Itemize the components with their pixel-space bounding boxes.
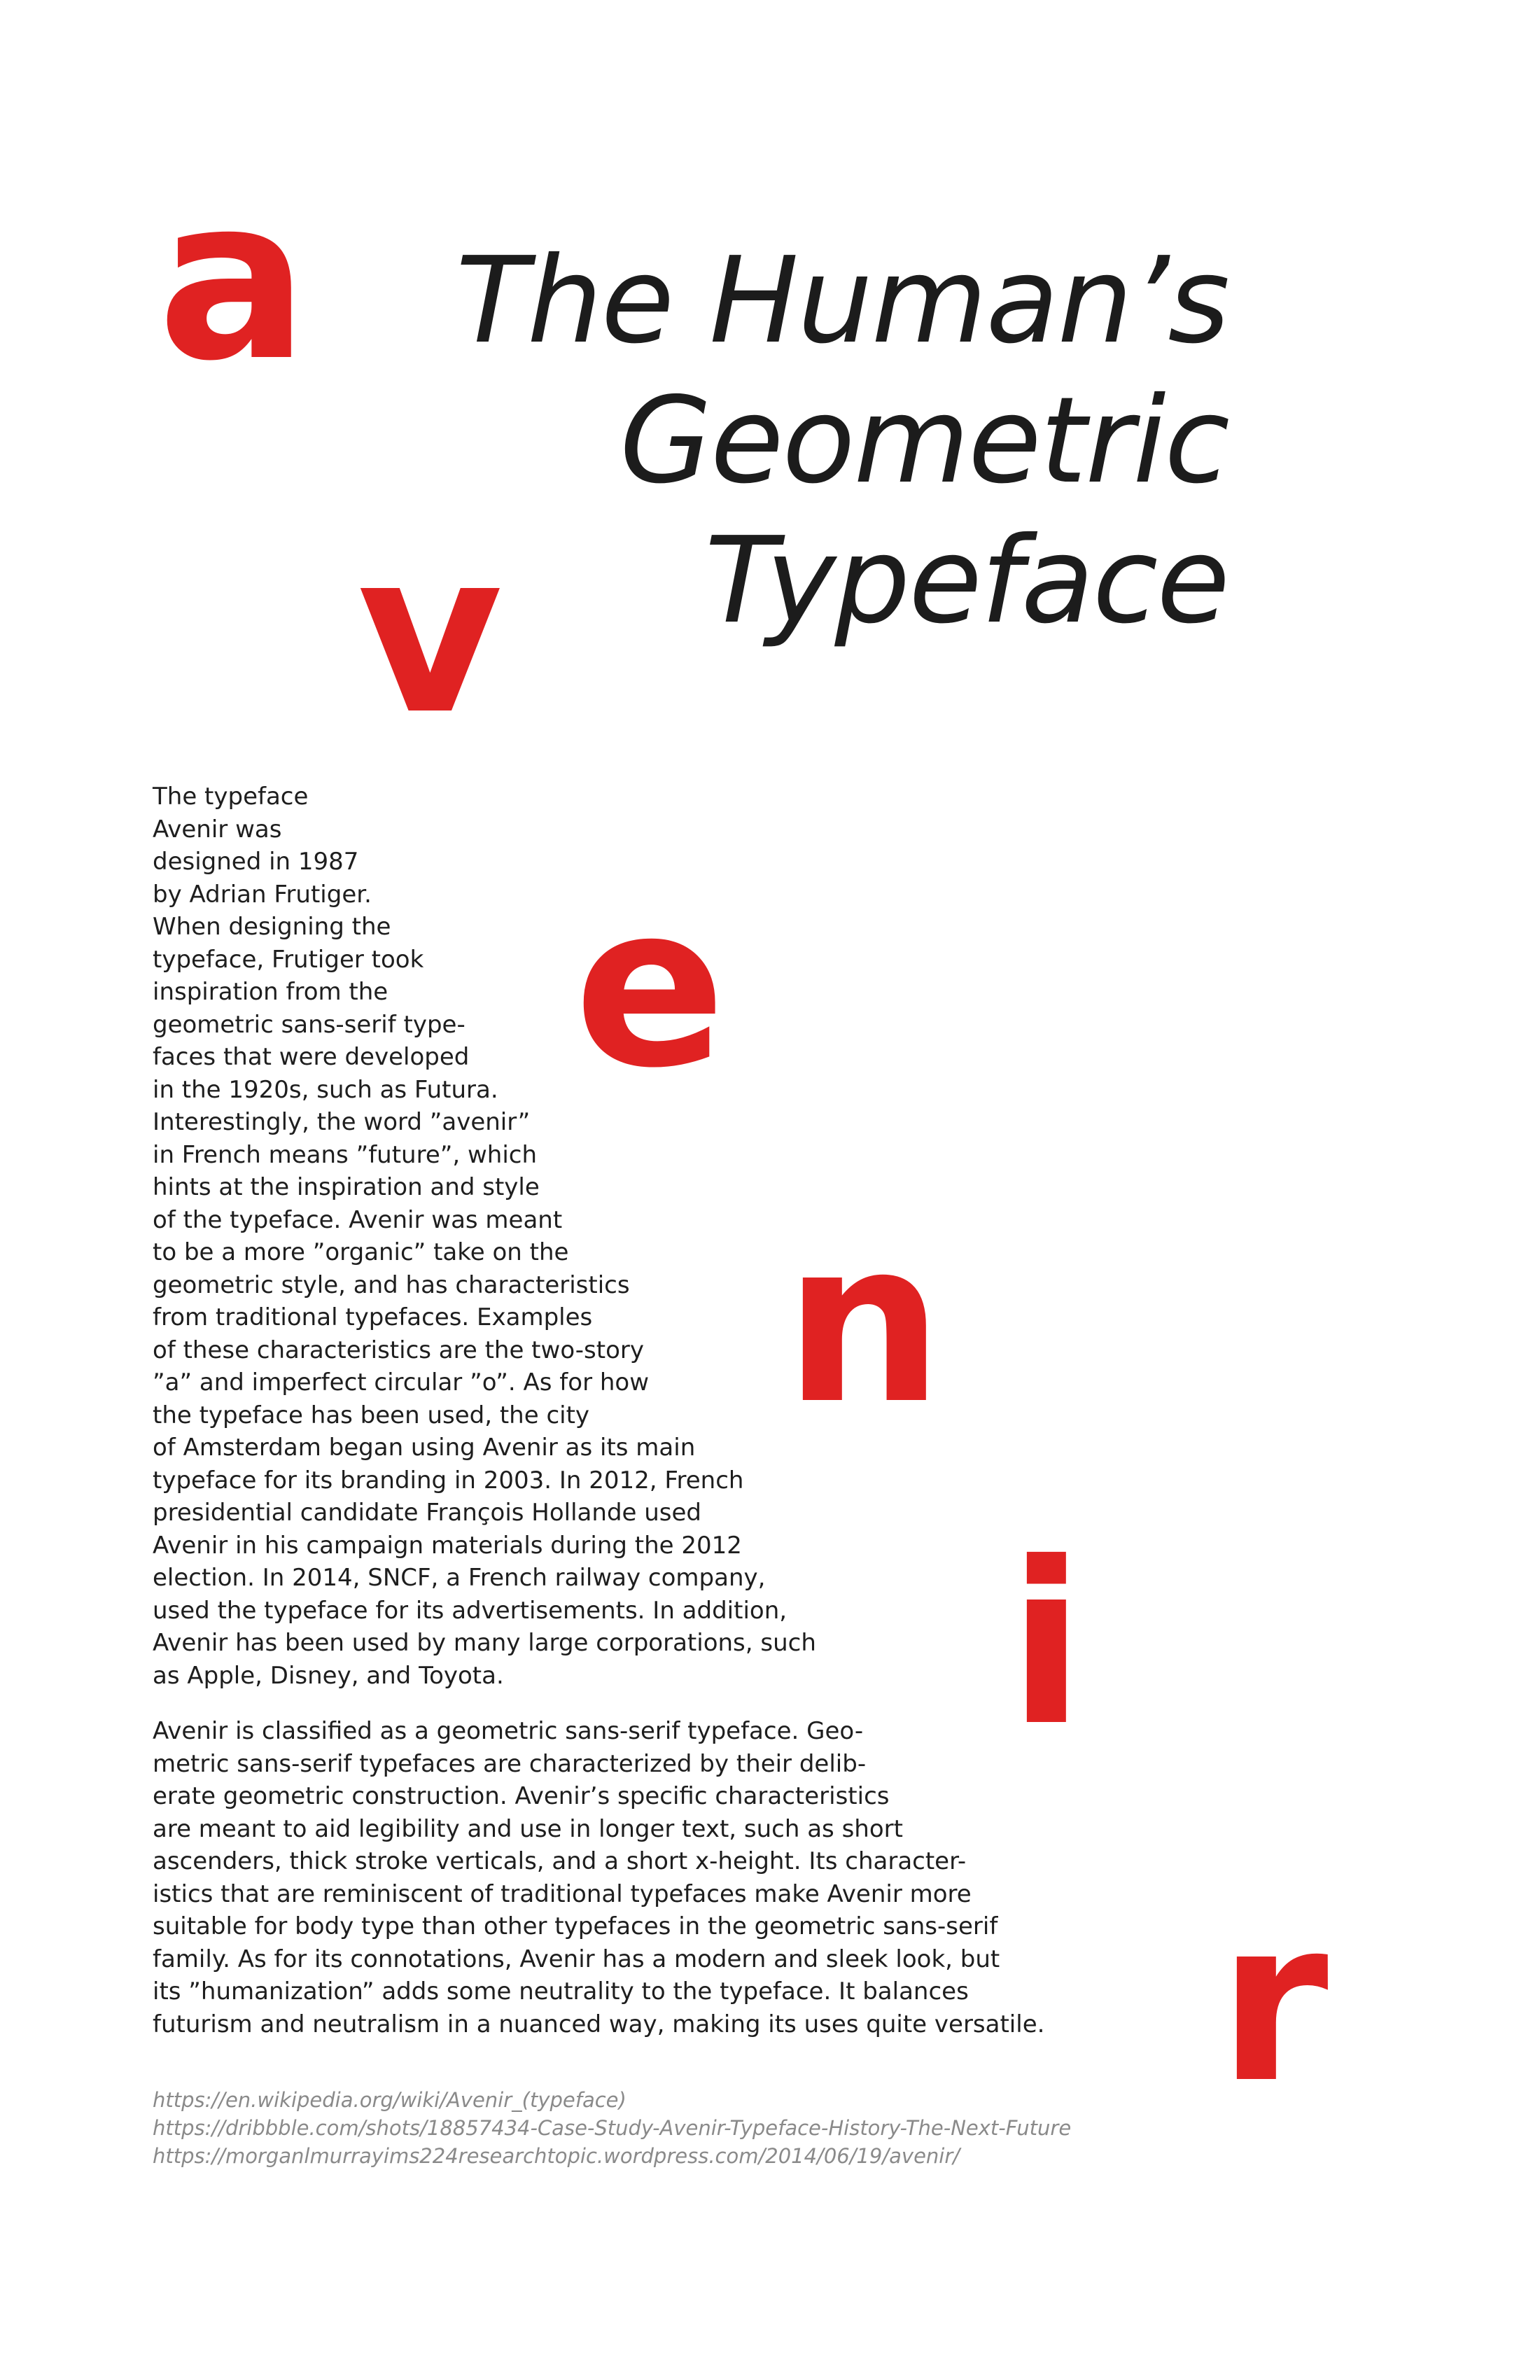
body-line: of Amsterdam began using Avenir as its main	[153, 1434, 696, 1462]
body-line: designed in 1987	[153, 848, 359, 876]
body-line: presidential candidate François Hollande used	[153, 1499, 702, 1527]
title-line: The Human’s	[456, 232, 1228, 370]
decorative-letter-r: r	[1218, 1872, 1329, 2132]
body-line: istics that are reminiscent of traditional typefaces make Avenir more	[153, 1879, 972, 1908]
body-line: Avenir in his campaign materials during the 2012	[153, 1531, 742, 1560]
body-line: as Apple, Disney, and Toyota.	[153, 1661, 504, 1690]
body-line: in the 1920s, such as Futura.	[153, 1075, 498, 1104]
decorative-letter-v: v	[357, 503, 503, 764]
body-line: Avenir is classified as a geometric sans-serif typeface. Geo-	[153, 1717, 864, 1745]
source-link[interactable]: https://dribbble.com/shots/18857434-Case-Study-Avenir-Typeface-History-The-Next-Future	[153, 2116, 1072, 2140]
body-line: by Adrian Frutiger.	[153, 880, 372, 909]
body-line: futurism and neutralism in a nuanced way, making its uses quite versatile.	[153, 2010, 1045, 2038]
history-paragraph	[153, 780, 816, 1692]
body-line: in French means ”future”, which	[153, 1140, 538, 1169]
decorative-letter-i: i	[1008, 1515, 1085, 1775]
body-line: When designing the	[153, 913, 391, 941]
body-line: of these characteristics are the two-story	[153, 1336, 644, 1364]
body-line: inspiration from the	[153, 978, 388, 1006]
title-line: Typeface	[704, 512, 1228, 650]
body-line: Interestingly, the word ”avenir”	[153, 1108, 531, 1136]
body-line: hints at the inspiration and style	[153, 1173, 540, 1201]
body-line: erate geometric construction. Avenir’s specific characteristics	[153, 1782, 890, 1810]
body-line: metric sans-serif typefaces are characterized by their delib-	[153, 1749, 867, 1778]
decorative-letter-a: a	[158, 150, 309, 410]
source-link[interactable]: https://en.wikipedia.org/wiki/Avenir_(typeface)	[153, 2088, 626, 2112]
body-line: suitable for body type than other typefaces in the geometric sans-serif	[153, 1912, 998, 1940]
body-line: to be a more ”organic” take on the	[153, 1238, 569, 1266]
body-line: typeface, Frutiger took	[153, 945, 424, 974]
body-line: Avenir was	[153, 815, 282, 844]
body-line: The typeface	[153, 783, 309, 811]
body-line: family. As for its connotations, Avenir has a modern and sleek look, but	[153, 1945, 1000, 1973]
source-links	[153, 2086, 1071, 2170]
body-line: from traditional typefaces. Examples	[153, 1303, 593, 1331]
body-line: its ”humanization” adds some neutrality to the typeface. It balances	[153, 1977, 969, 2005]
body-line: Avenir has been used by many large corporations, such	[153, 1629, 816, 1657]
body-line: of the typeface. Avenir was meant	[153, 1205, 563, 1234]
body-line: ascenders, thick stroke verticals, and a short x-height. Its character-	[153, 1847, 967, 1875]
body-line: election. In 2014, SNCF, a French railway company,	[153, 1564, 766, 1592]
body-line: geometric sans-serif type-	[153, 1010, 465, 1039]
body-line: are meant to aid legibility and use in longer text, such as short	[153, 1814, 903, 1843]
body-line: typeface for its branding in 2003. In 2012, French	[153, 1466, 744, 1494]
body-line: geometric style, and has characteristics	[153, 1270, 630, 1299]
body-line: ”a” and imperfect circular ”o”. As for how	[153, 1368, 650, 1396]
source-link[interactable]: https://morganlmurrayims224researchtopic.wordpress.com/2014/06/19/avenir/	[153, 2144, 960, 2168]
page-title	[456, 231, 1228, 651]
decorative-letter-e: e	[574, 857, 727, 1117]
title-line: Geometric	[620, 372, 1228, 510]
body-line: used the typeface for its advertisements. In addition,	[153, 1596, 788, 1625]
classification-paragraph	[153, 1715, 1044, 2040]
body-line: the typeface has been used, the city	[153, 1401, 590, 1429]
decorative-letter-n: n	[784, 1193, 944, 1453]
body-line: faces that were developed	[153, 1043, 470, 1071]
